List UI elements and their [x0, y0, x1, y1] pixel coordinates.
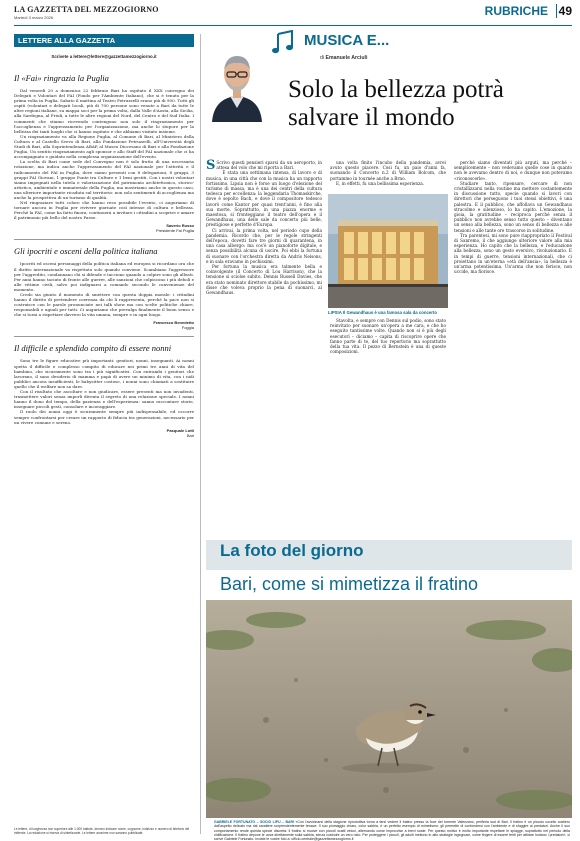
letter-paragraph: Sono tre le figure educative più importanti: genitori, nonni, insegnanti. Ai nonni spetta il difficile e complesso compito di educare nei primi tre anni di vita del bambino, che sicuramente sono tra i più significativi. Con entrambi i genitori che lavorano, il sano desiderio di mamma e papà di avere un minimo di vita, con i nidi pubblici ancora insufficienti, le babysitter costose, i nonni sono chiamati a sostituire quello che il welfare non sa dare. [14, 358, 194, 389]
article-paragraph: Stavolta, e sempre con Dennis sul podio, sono stato reinvitato per suonare un'opera a me cara, e che ho eseguito tantissime volte. Quando non si è più degli esecutori – diciamo – capita di riscoprire opere che fanno parte di te, del tuo repertorio ma soprattutto della tua vita. Il pezzo di Bernstein è una di queste composizioni. [330, 318, 446, 355]
article-author [320, 55, 367, 61]
letter-title: Il difficile e splendido compito di essere nonni [14, 343, 172, 354]
article-paragraph [206, 158, 322, 173]
letter-nonni [14, 343, 194, 437]
letters-footer-note: Le lettere, di lunghezza non superiore alle 1.000 battute, devono indicare nome, cognome, indirizzo e numero di telefono del mittente. La redazione si riserva di sintetizzarle. Le lettere anonime non saranno pubblicate. [14, 827, 190, 835]
drop-cap: S [206, 158, 216, 173]
letter-body [14, 261, 194, 317]
letter-paragraph: Ipocriti ed osceni personaggi della politica italiana ed europea si ricordano ora che il diritto internazionale va rispettato solo quando conviene. Scambiano l'aggressore per l'aggredito, condannano chi si difende e tacciono quando a colpire sono gli alleati. Per anni hanno taciuto di fronte alle guerre, alle sanzioni che colpiscono i più deboli e alle vittime civili, salvo poi indignarsi a comando secondo le convenienze del momento. [14, 261, 194, 292]
letter-title: Il «Fai» ringrazia la Puglia [14, 73, 109, 83]
rubric-band [270, 28, 572, 68]
letter-paragraph: Con il risultato che ascoltare e non giudicare, essere presenti ma non invadenti, trasmettere valori senza imporli diventa il segreto di una relazione speciale. I nonni hanno il dono del tempo, della pazienza e dell'esperienza: sanno raccontare storie, insegnare piccoli gesti, consolare e incoraggiare. [14, 389, 194, 410]
article-paragraph: Ci arrivai, la prima volta, nel periodo cupo della pandemia. Ricordo che, per le regole stringenti dell'epoca, dovetti fare tre giorni di quarantena, in una casa albergo: ma cos'è un pianoforte digitale, e senza possibilità alcuna di uscire. Poi ebbi la fortuna di suonare con l'orchestra diretta da Andris Nelsons, e in sala eravamo in pochissimi. [206, 227, 322, 264]
letter-paragraph: Il ruolo dei nonni oggi è sicuramente sempre più indispensabile, ed occorre sempre confrontarsi per creare un rapporto di fiducia tra generazioni, necessario per un vivere comune e sereno. [14, 409, 194, 425]
author-name: Emanuele Arciuli [325, 55, 368, 61]
divider [14, 336, 194, 337]
letter-body [14, 88, 194, 220]
letter-paragraph: Dal venerdì 20 a domenica 22 febbraio Bari ha ospitato il XXX convegno dei Delegati e Volontari del FAI (Fondo per l'Ambiente Italiano), che si è tenuto per la prima volta in Puglia. Sabato il mattina al Teatro Petruzzelli erano più di 900. Tutti gli ospiti (volontari e delegati locali, più di 700 persone sono venute a Bari da tutte le altre regioni italiane, su mappa soci per la prima volta, dalla Valle d'Aosta, alla Sicilia, alla Sardegna, al Friuli, a tutte le altre regioni del Nord, del Centro e del Sud Italia. I commenti che stiamo ricevendo contengono non solo il ringraziamento per l'accoglienza e l'apprezzamento per l'organizzazione, ma anche lo stupore per la bellezza dei tanti luoghi che ci hanno ospitato e che abbiamo visitato insieme. [14, 88, 194, 134]
photo-of-day-band [206, 540, 572, 570]
article-paragraph: una volta finito l'incubo della pandemia, avrei avuto questo piacere. Così fu, un paio d'anni fa, suonando il Concerto n.2 di William Bolcom, che portammo in tournée anche a Brno. [330, 160, 446, 181]
signature-name: Saverio Russo [166, 223, 194, 229]
article-column [206, 160, 322, 295]
letter-fai [14, 73, 194, 233]
letter-paragraph: Un ringraziamento va alla Regione Puglia, al Comune di Bari, al Ministero della Cultura e al Castello Svevo di Bari, alla Fondazione Petruzzelli, all'Università degli Studi di Bari, alla Soprintendenza ABAP, al Museo Diocesano di Bari e alla Fondazione Puglia. Un sentito ringraziamento agli sponsor e allo Staff del FAI nazionale che ci ha accompagnato e guidato nella complessa organizzazione dell'evento. [14, 133, 194, 160]
letter-politica [14, 246, 194, 330]
headline-line: Solo la bellezza potrà [288, 76, 504, 103]
article-paragraph: Studiare tanto, ripensare, cercare di non cristallizzarsi nella routine ma mettere costantemente in discussione tutto, specie quando si lavori con direttori che perseguono i tuoi stessi obiettivi, è una palestra. E il pubblico, che affollava un Gewandhaus stracolmo e silenzioso, lo ha capito. L'emozione, la gioia, la gratitudine – reciproca perché senza il pubblico non avrebbe senso tutto questo – diventano un senso alla bellezza, sono un senso di bellezza e alle tensioni e alle tante ore trascorse in solitudine. [454, 180, 572, 233]
article-column [330, 160, 446, 186]
caption-author: GABRIELE FORTUNATO – SOCIO LIPU – BARI [214, 820, 294, 824]
signature-role: Bari [186, 432, 194, 438]
letter-signature [14, 223, 194, 233]
page-header [14, 4, 572, 26]
signature-role: Presidente Fai Puglia [155, 228, 194, 234]
article-body [206, 160, 572, 406]
article-column-continued [330, 318, 446, 354]
article-column [454, 160, 572, 274]
letter-title: Gli ipocriti e osceni della politica italiana [14, 246, 158, 257]
article-paragraph: Per fortuna la musica era talmente bella e coinvolgente (il Concerto di Lou Harrison), che la tensione si sciolse subito. Dennis Russell Davies, che era stato nominato direttore stabile da pochissimo, mi disse che voleva proprio la pena di suonarci, al Gewandhaus. [206, 264, 322, 296]
fratino-photo [206, 600, 572, 818]
letter-signature [14, 428, 194, 438]
letters-section-title: LETTERE ALLA GAZZETTA [14, 34, 194, 47]
gewandhaus-photo [328, 194, 448, 308]
photo-of-day-headline: Bari, come si mimetizza il fratino [220, 574, 479, 594]
photo-of-day-title: La foto del giorno [220, 541, 364, 560]
letter-paragraph: Credo sia giunto il momento di smettere con questa doppia morale: i cittadini hanno il diritto di pretendere coerenza da chi li rappresenta, perché la pace non si costruisce con le parole pronunciate nei talk show ma con scelte politiche chiare, responsabili e uguali per tutti. Ci auguriamo che prevalga finalmente il buon senso e che si torni a rispettare davvero la vita umana, sempre e in ogni luogo. [14, 292, 194, 318]
letter-signature [14, 320, 194, 330]
letters-column [14, 34, 194, 438]
letters-email[interactable]: Scrivete a lettere@lettere@gazzettamezzogiorno.it [51, 54, 157, 59]
divider [14, 239, 194, 240]
headline-line: salvare il mondo [288, 104, 455, 131]
article-paragraph: E, in effetti, fu una bellissima esperienza. [336, 180, 425, 186]
caption-text: «Con l'avvicinarsi della stagione riproduttiva torna a farsi vedere il fratino presso la foce del torrente Valenzano, periferia sud di Bari. Il fratino è un piccolo uccello costiero dall'aspetto delicato ma dal carattere sorprendentemente tenace. Il suo piumaggio chiaro, color sabbia, è un perfetto esempio di mimetismo: gli permette di confondersi con l'ambiente e di sfuggire ai predatori. Anche il suo comportamento rende questa specie discreta: il fratino si muove con piccoli scatti veloci, alternando corse improvvise a brevi soste. Per questo motivo è molto importante rispettare le spiagge, soprattutto nel periodo della nidificazione. Il fratino depone le uova direttamente sulla sabbia, senza costruire un vero nido. Per proteggere i piccoli, gli adulti mettono in atto strategie ingegnose, come fingere di essere feriti per attirare lontano i predatori», ci scrive Gabriele Fortunato. Inviate le vostre foto a: ufficio.centrale@gazzettamezzogiorno.it [214, 820, 570, 841]
article-paragraph: Tra parentesi, mi sono pure riappropriato il Festival di Sanremo, il che aggiunge ulteriore valore alla mia esperienza. Ho capito che la bellezza, e l'educazione alla bellezza, sono un gesto eversivo, rivoluzionario. E in tempi di guerre, tensioni internazionali, che ci proiettano in un'eterna «età dell'ansia», la bellezza è un'arma potentissima. Un'arma che non ferisce, non uccide, ma fiorisce. [454, 232, 572, 275]
article-paragraph: È stata una settimana intensa, di lavoro e di musica, in una città che con la musica ha un rapporto fortissimo. Lipsia non è forse un luogo d'elezione del turismo di massa, ma è una dei centri della cultura tedesca per eccellenza: la leggendaria Thomaskirche, dove è sepolto Bach, e dove il compositore tedesco lavorò come Kantor per quasi trent'anni, è fino alla sua morte. Soprattutto, in una piazza enorme e maestosa, si fronteggiano il teatro dell'opera e il Gewandhaus, una delle sale da concerto più belle, prestigiose e perfette d'Europa. [206, 170, 322, 228]
rubric-title: MUSICA E... [304, 32, 390, 49]
page-number: 49 [556, 4, 572, 18]
letter-paragraph: La scelta di Bari come sede del Convegno non è solo frutto di una necessaria rotazione, ma indica anche l'apprezzamento del FAI nazionale per l'attività e il radicamento del FAI in Puglia, dove siamo presenti con 8 delegazioni, 8 gruppi, 3 gruppi FAI Giovani, 1 gruppo Ponte tra Culture e 1 beni gestiti. Con i nostri volontari siamo impegnati nella tutela e valorizzazione del patrimonio architettonico, storico-artistico, ambientale e immateriale della Puglia, ma mostriamo anche in questo caso, una ulteriore importante ricaduta sul territorio: non solo sentimenti di accoglienza ma anche la prospettiva di un turismo di qualità. [14, 159, 194, 200]
author-prefix: di [320, 55, 325, 61]
signature-name: Francesco Benedetto [153, 320, 194, 326]
signature-name: Pasquale Lotti [166, 427, 194, 433]
caption-label: LIPSIA [328, 310, 342, 315]
photo-caption [328, 310, 448, 315]
signature-role: Foggia [181, 325, 194, 331]
article-headline [288, 76, 504, 132]
section-name: RUBRICHE [484, 4, 548, 18]
caption-text: Il Gewandhaus è una famosa sala da concerto [342, 310, 437, 315]
masthead: LA GAZZETTA DEL MEZZOGIORNO [14, 5, 159, 14]
photo-of-day-caption [214, 820, 570, 841]
letter-paragraph: Nel ringraziare tutti coloro che hanno reso possibile l'evento, ci auguriamo di tornare ancora in Puglia per rivivere giornate così intense di cultura e bellezza. Perché la FAI, come ha fatto finora, continuerà a invitare i cittadini a scoprire e amare il patrimonio più bello del nostro Paese. [14, 200, 194, 221]
author-portrait [206, 46, 268, 122]
column-divider [200, 34, 201, 834]
article-paragraph: perché siamo diventati più arguti, ma perché – semplicemente – non vedevamo quelle cose in quanto non le avevamo dentro di noi, e dunque non potevamo «riconoscerle». [454, 160, 572, 181]
letter-body [14, 358, 194, 424]
music-note-icon [270, 30, 296, 56]
article-paragraph-text: Scrivo questi pensieri sparsi da un aeroporto, in attesa del volo che mi riporta a Bari. [216, 160, 322, 171]
issue-date: Martedì 3 marzo 2026 [14, 15, 54, 20]
